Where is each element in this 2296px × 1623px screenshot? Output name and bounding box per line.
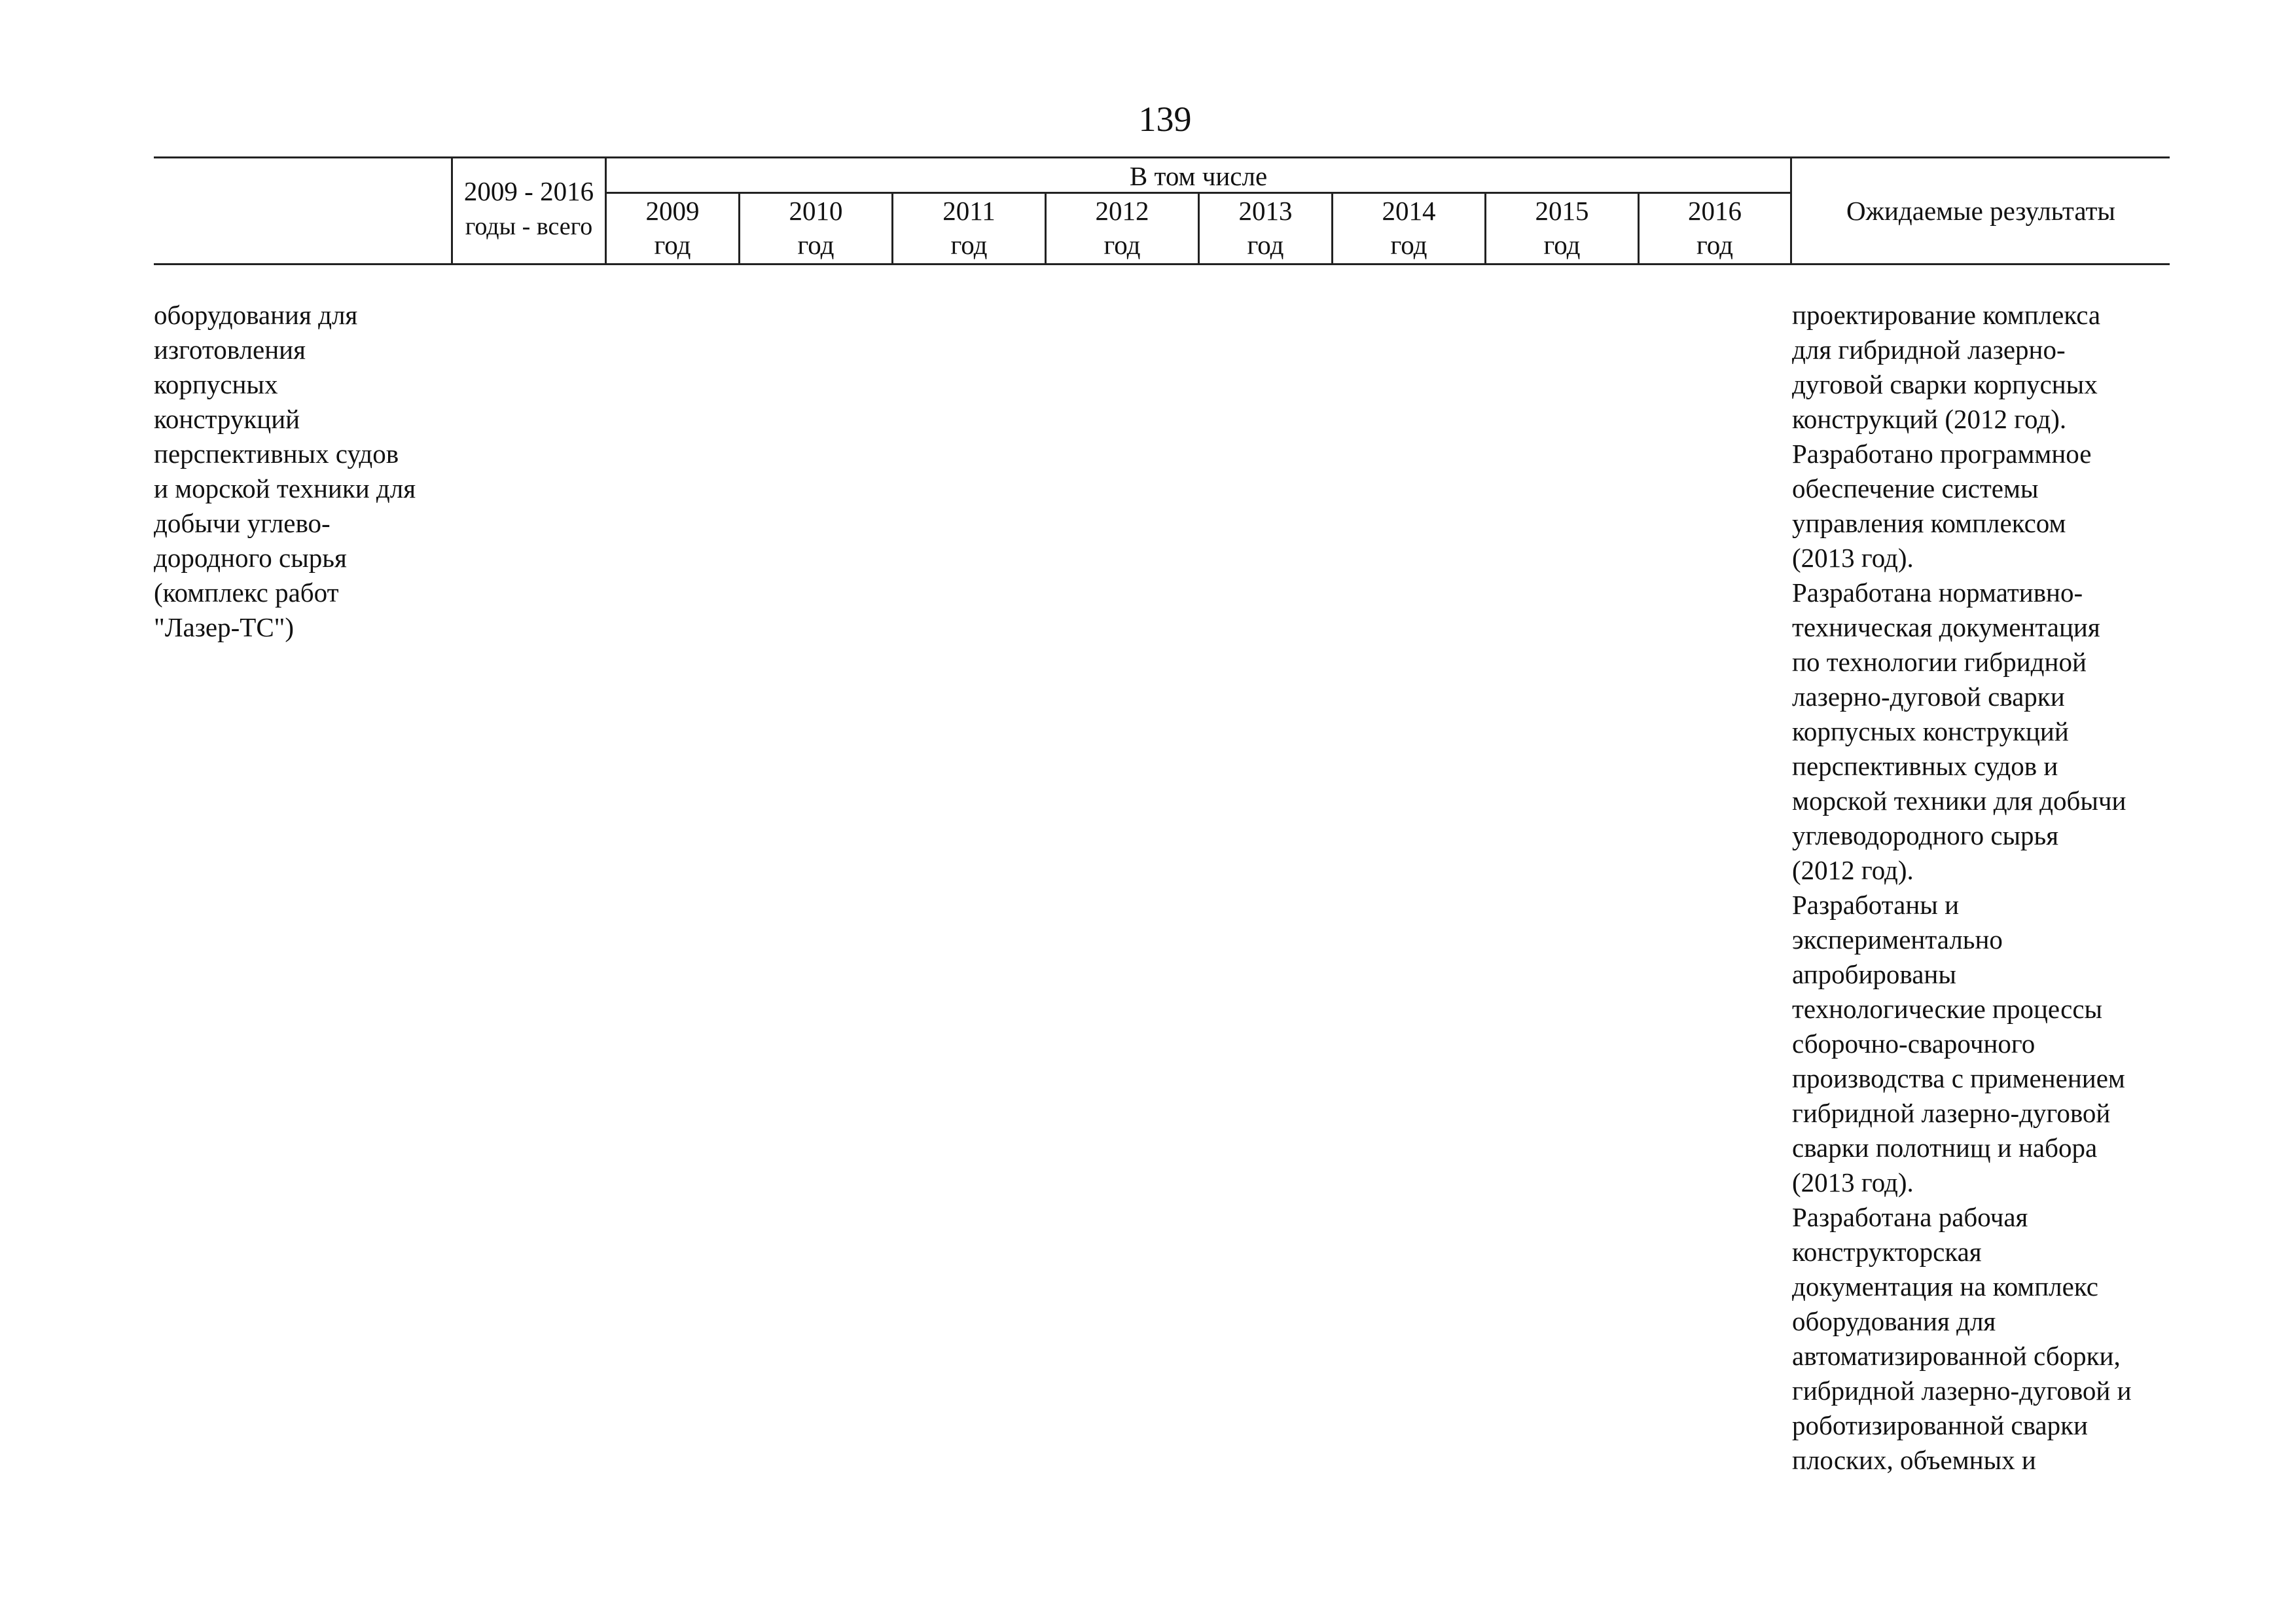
- year-label: 2009: [645, 196, 700, 226]
- page-number: 139: [1138, 100, 1192, 139]
- year-unit: год: [1103, 230, 1141, 260]
- year-unit: год: [950, 230, 988, 260]
- year-unit: год: [1543, 230, 1581, 260]
- year-unit: год: [654, 230, 691, 260]
- year-unit: год: [1247, 230, 1284, 260]
- year-label: 2013: [1238, 196, 1293, 226]
- year-cell-2015: [1486, 194, 1638, 264]
- year-label: 2016: [1688, 196, 1742, 226]
- year-label: 2012: [1095, 196, 1149, 226]
- year-cell-2014: [1333, 194, 1484, 264]
- total-label-line1: 2009 - 2016: [463, 176, 594, 206]
- year-label: 2015: [1535, 196, 1589, 226]
- left-column-text: оборудования для изготовления корпусных конструкций перспективных судов и морской техники для добычи углево- дородного сырья (комплекс работ "Лазер-ТС"): [154, 300, 416, 642]
- results-label: Ожидаемые результаты: [1846, 196, 2115, 226]
- year-cell-2016: [1640, 194, 1790, 264]
- year-cell-2010: [740, 194, 891, 264]
- year-cell-2013: [1200, 194, 1331, 264]
- year-unit: год: [1390, 230, 1427, 260]
- including-label: В том числе: [1129, 161, 1268, 191]
- total-label-line2: годы - всего: [465, 213, 593, 240]
- year-label: 2011: [942, 196, 996, 226]
- right-column-text: проектирование комплекса для гибридной лазерно- дуговой сварки корпусных конструкций (2012 год). Разработано программное обеспечение системы управления комплексом (2013 год). Разработана нормативно- техническая документация по технологии гибридной лазерно-дуговой сварки корпусных конструкций перспективных судов и морской техники для добычи углеводородного сырья (2012 год). Разработаны и экспериментально апробированы технологические процессы сборочно-сварочного производства с применением гибридной лазерно-дуговой сварки полотнищ и набора (2013 год). Разработана рабочая конструкторская документация на комплекс оборудования для автоматизированной сборки, гибридной лазерно-дуговой и роботизированной сварки плоских, объемных и: [1792, 300, 2132, 1475]
- year-unit: год: [1696, 230, 1733, 260]
- year-cell-2009: [607, 194, 738, 264]
- year-cell-2011: [893, 194, 1045, 264]
- header-top-rule: [154, 156, 2170, 158]
- year-label: 2014: [1382, 196, 1436, 226]
- year-label: 2010: [789, 196, 843, 226]
- year-unit: год: [797, 230, 834, 260]
- year-cell-2012: [1047, 194, 1198, 264]
